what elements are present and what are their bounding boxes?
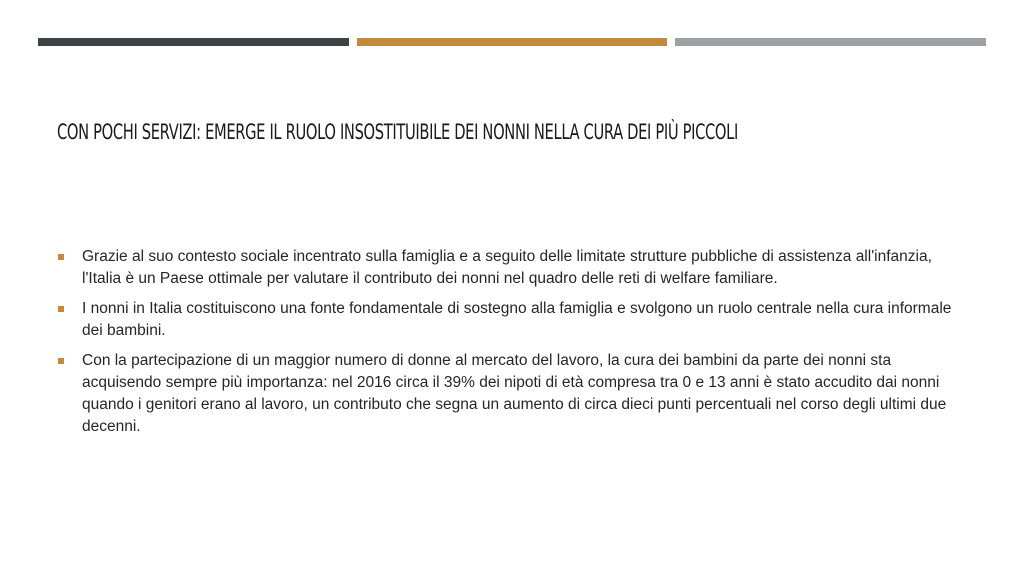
top-bar-dark [38, 38, 349, 46]
slide-title: CON POCHI SERVIZI: EMERGE IL RUOLO INSOSTITUIBILE DEI NONNI NELLA CURA DEI PIÙ PICCOLI [57, 120, 738, 144]
bullet-item [57, 350, 972, 438]
bullet-list [57, 246, 972, 446]
bullet-text: I nonni in Italia costituiscono una fonte fondamentale di sostegno alla famiglia e svolgono un ruolo centrale nella cura informale dei bambini. [82, 300, 952, 339]
bullet-item [57, 246, 972, 290]
decorative-top-bars [38, 38, 986, 46]
square-bullet-icon [58, 358, 64, 364]
top-bar-gray [675, 38, 986, 46]
top-bar-gold [357, 38, 668, 46]
bullet-text: Con la partecipazione di un maggior numero di donne al mercato del lavoro, la cura dei bambini da parte dei nonni sta acquisendo sempre più importanza: nel 2016 circa il 39% dei nipoti di età compresa tra 0 e 13 anni è stato accudito dai nonni quando i genitori erano al lavoro, un contributo che segna un aumento di circa dieci punti percentuali nel corso degli ultimi due decenni. [82, 352, 947, 435]
square-bullet-icon [58, 254, 64, 260]
bullet-item [57, 298, 972, 342]
bullet-text: Grazie al suo contesto sociale incentrato sulla famiglia e a seguito delle limitate strutture pubbliche di assistenza all'infanzia, l'Italia è un Paese ottimale per valutare il contributo dei nonni nel quadro delle reti di welfare familiare. [82, 248, 932, 287]
square-bullet-icon [58, 306, 64, 312]
